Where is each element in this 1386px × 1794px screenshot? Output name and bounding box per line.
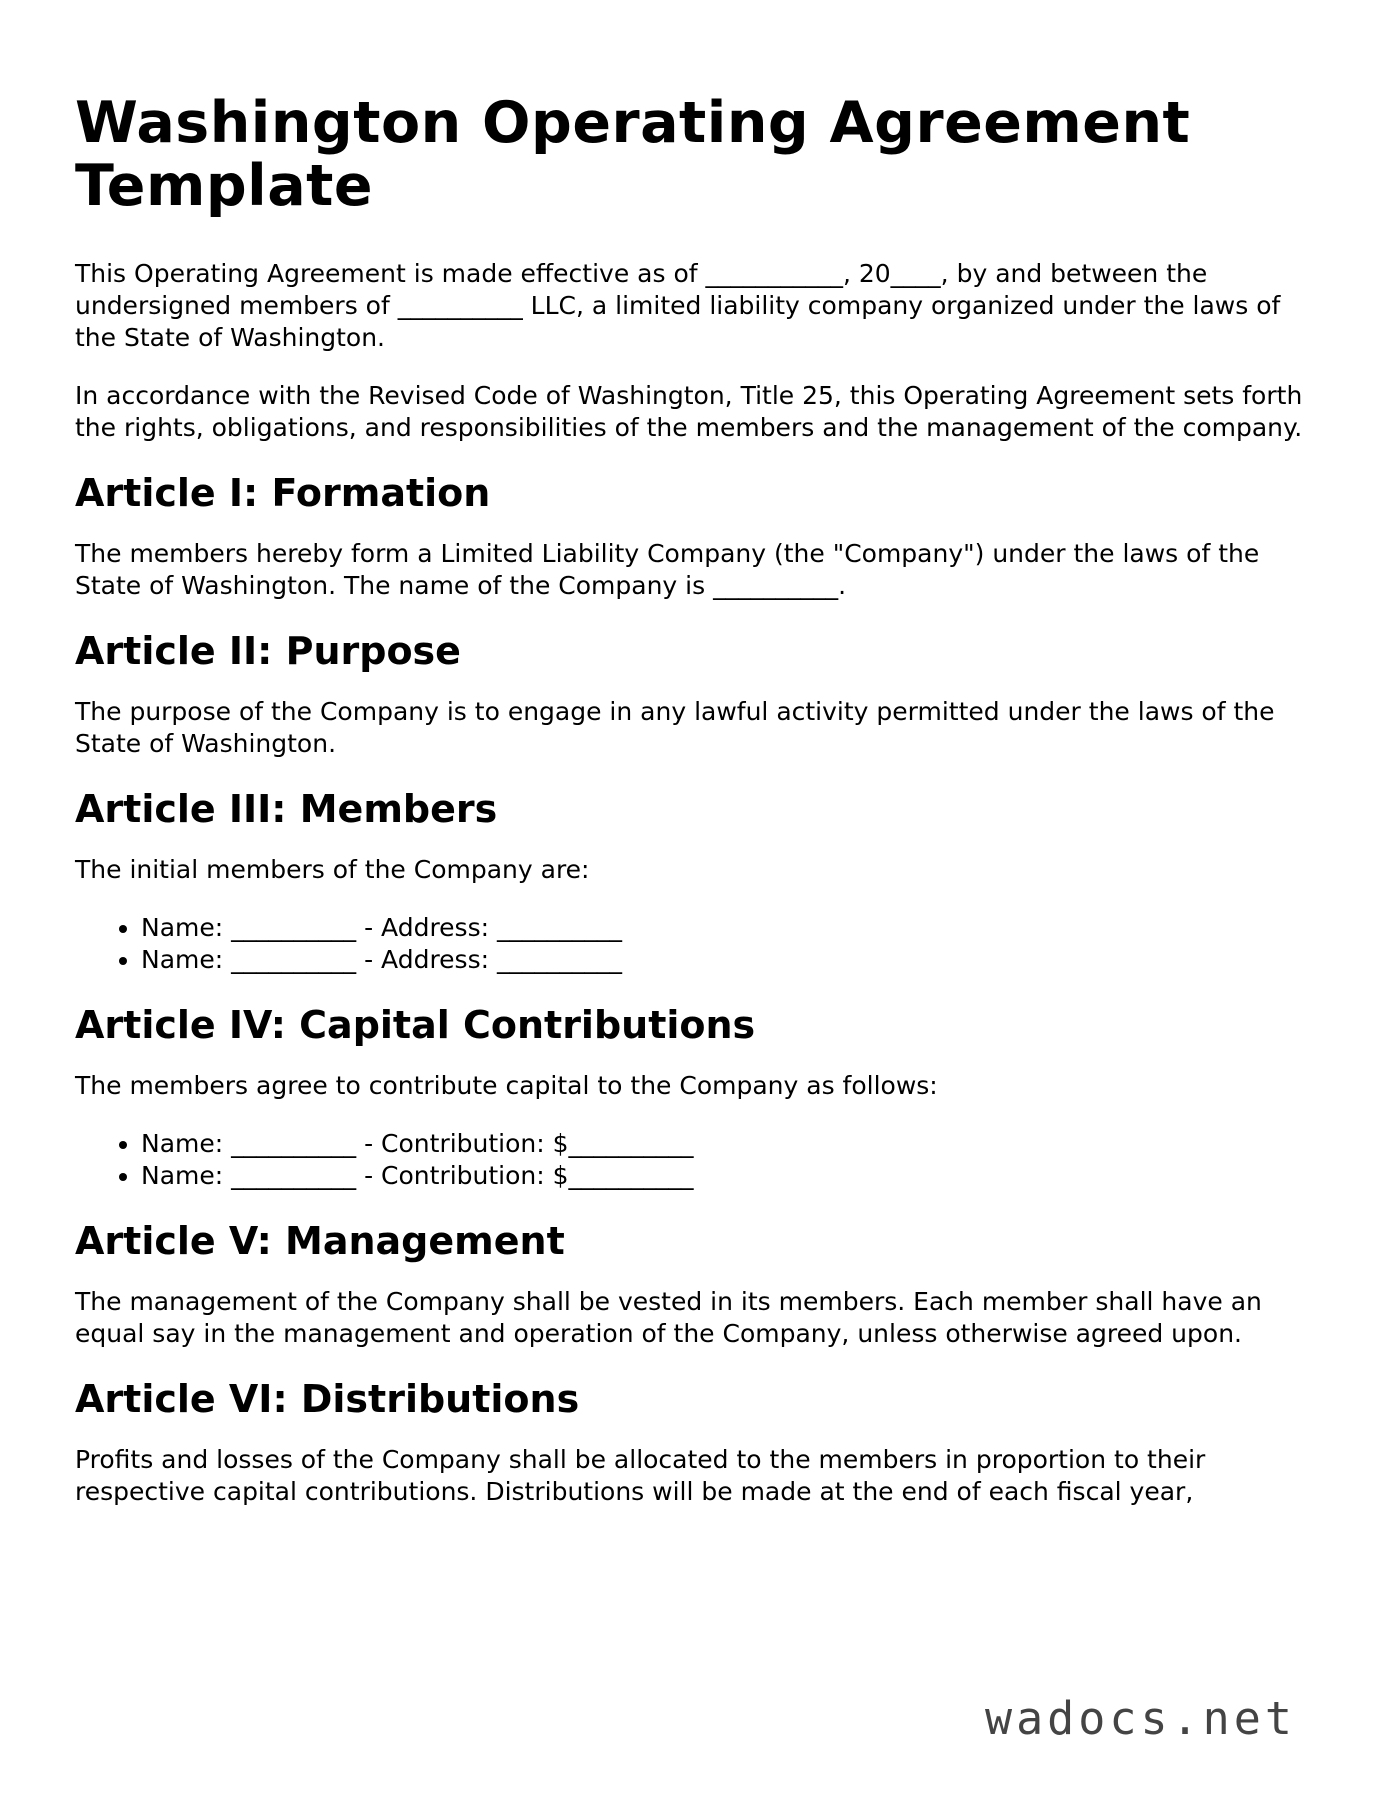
watermark: wadocs.net <box>985 1692 1296 1745</box>
list-item: • Name: __________ - Contribution: $__________ <box>141 1160 1325 1192</box>
list-item: • Name: __________ - Address: __________ <box>141 912 1325 944</box>
intro-paragraph: In accordance with the Revised Code of Washington, Title 25, this Operating Agreement sets forth the rights, obligations, and responsibilities of the members and the management of the company. <box>75 381 1303 442</box>
article-heading-management: Article V: Management <box>75 1219 565 1263</box>
article-text-capital-contributions: The members agree to contribute capital to the Company as follows: <box>75 1071 938 1100</box>
article-heading-purpose: Article II: Purpose <box>75 629 461 673</box>
article-text-purpose: The purpose of the Company is to engage in any lawful activity permitted under the laws of the State of Washington. <box>75 697 1275 758</box>
intro-paragraph: This Operating Agreement is made effective as of ___________, 20____, by and between the undersigned members of __________ LLC, a limited liability company organized under the laws of the State of Washington. <box>75 259 1281 352</box>
article-text-members: The initial members of the Company are: <box>75 855 590 884</box>
article-heading-capital-contributions: Article IV: Capital Contributions <box>75 1003 756 1047</box>
document-title: Washington Operating Agreement Template <box>75 90 1191 219</box>
list-item: • Name: __________ - Contribution: $__________ <box>141 1128 1325 1160</box>
contributions-list <box>75 1128 1325 1192</box>
article-heading-members: Article III: Members <box>75 787 498 831</box>
article-heading-formation: Article I: Formation <box>75 471 491 515</box>
article-heading-distributions: Article VI: Distributions <box>75 1377 580 1421</box>
article-text-distributions: Profits and losses of the Company shall be allocated to the members in proportion to their respective capital contributions. Distributions will be made at the end of each fiscal year, <box>75 1445 1206 1506</box>
document-page <box>75 92 1325 1534</box>
list-item: • Name: __________ - Address: __________ <box>141 944 1325 976</box>
article-text-management: The management of the Company shall be vested in its members. Each member shall have an equal say in the management and operation of the Company, unless otherwise agreed upon. <box>75 1287 1262 1348</box>
members-list <box>75 912 1325 976</box>
article-text-formation: The members hereby form a Limited Liability Company (the "Company") under the laws of the State of Washington. The name of the Company is __________. <box>75 539 1260 600</box>
